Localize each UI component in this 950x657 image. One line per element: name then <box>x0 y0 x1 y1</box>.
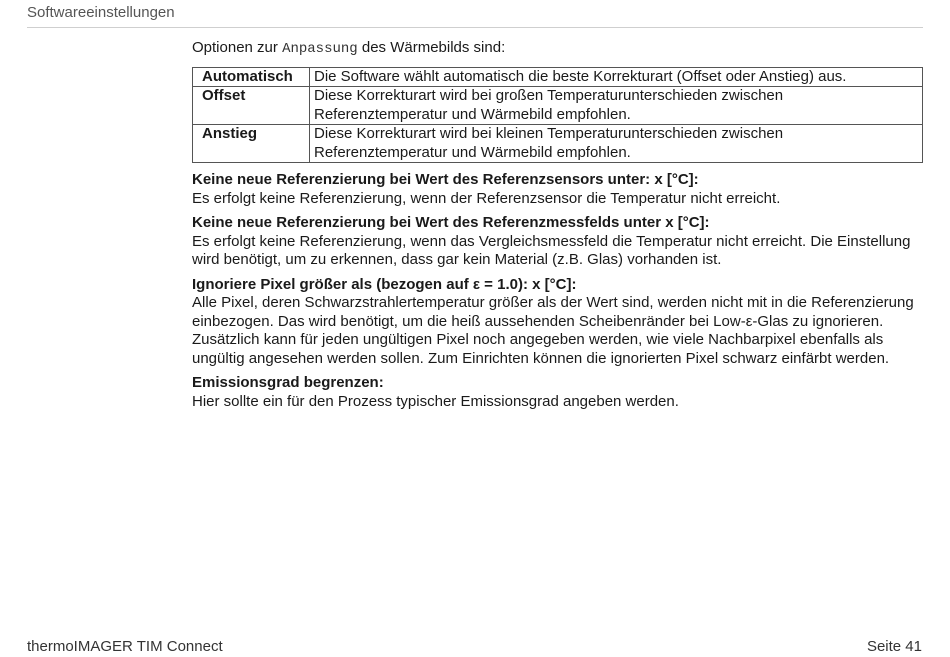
section-ignore-pixels <box>192 276 924 369</box>
option-term: Automatisch <box>193 67 310 87</box>
section-reference-sensor <box>192 171 924 208</box>
intro-prefix: Optionen zur <box>192 39 283 56</box>
intro-code: Anpassung <box>282 41 358 57</box>
section-title: Keine neue Referenzierung bei Wert des Referenzsensors unter: x [°C]: <box>192 171 699 188</box>
options-table <box>192 67 923 164</box>
section-emissivity <box>192 374 924 411</box>
option-description: Diese Korrekturart wird bei großen Temperaturunterschieden zwischen Referenztemperatur und Wärmebild empfohlen. <box>310 87 923 125</box>
section-body: Es erfolgt keine Referenzierung, wenn das Vergleichsmessfeld die Temperatur nicht erreicht. Die Einstellung wird benötigt, um zu erkennen, dass gar kein Material (z.B. Glas) vorhanden ist. <box>192 232 911 268</box>
section-body: Es erfolgt keine Referenzierung, wenn der Referenzsensor die Temperatur nicht erreicht. <box>192 189 781 207</box>
intro-paragraph <box>192 39 924 59</box>
table-row <box>193 67 923 87</box>
page-content <box>192 39 924 417</box>
header-divider <box>27 27 923 28</box>
section-title: Emissionsgrad begrenzen: <box>192 374 384 391</box>
option-term: Offset <box>193 87 310 125</box>
footer-product-name: thermoIMAGER TIM Connect <box>27 638 223 655</box>
page-header-title: Softwareeinstellungen <box>27 4 175 21</box>
section-body: Hier sollte ein für den Prozess typischer Emissionsgrad angeben werden. <box>192 392 679 410</box>
intro-suffix: des Wärmebilds sind: <box>357 39 506 56</box>
option-term: Anstieg <box>193 125 310 163</box>
section-title: Ignoriere Pixel größer als (bezogen auf ε = 1.0): x [°C]: <box>192 275 577 293</box>
option-description: Diese Korrekturart wird bei kleinen Temperaturunterschieden zwischen Referenztemperatur und Wärmebild empfohlen. <box>310 125 923 163</box>
table-row <box>193 125 923 163</box>
footer-page-number: Seite 41 <box>866 638 922 655</box>
table-row <box>193 87 923 125</box>
section-body: Alle Pixel, deren Schwarzstrahlertemperatur größer als der Wert sind, werden nicht mit in die Referenzierung einbezogen. Das wird benötigt, um die heiß aussehenden Scheibenränder bei Low-ε-Glas zu ignorieren. Zusätzlich kann für jeden ungültigen Pixel noch angegeben werden, wie viele Nachbarpixel ebenfalls als ungültig angesehen werden sollen. Zum Einrichten können die ignorierten Pixel schwarz einfärbt werden. <box>192 294 914 367</box>
section-title: Keine neue Referenzierung bei Wert des Referenzmessfelds unter x [°C]: <box>192 214 710 231</box>
section-reference-field <box>192 214 924 270</box>
option-description: Die Software wählt automatisch die beste Korrekturart (Offset oder Anstieg) aus. <box>310 67 923 87</box>
